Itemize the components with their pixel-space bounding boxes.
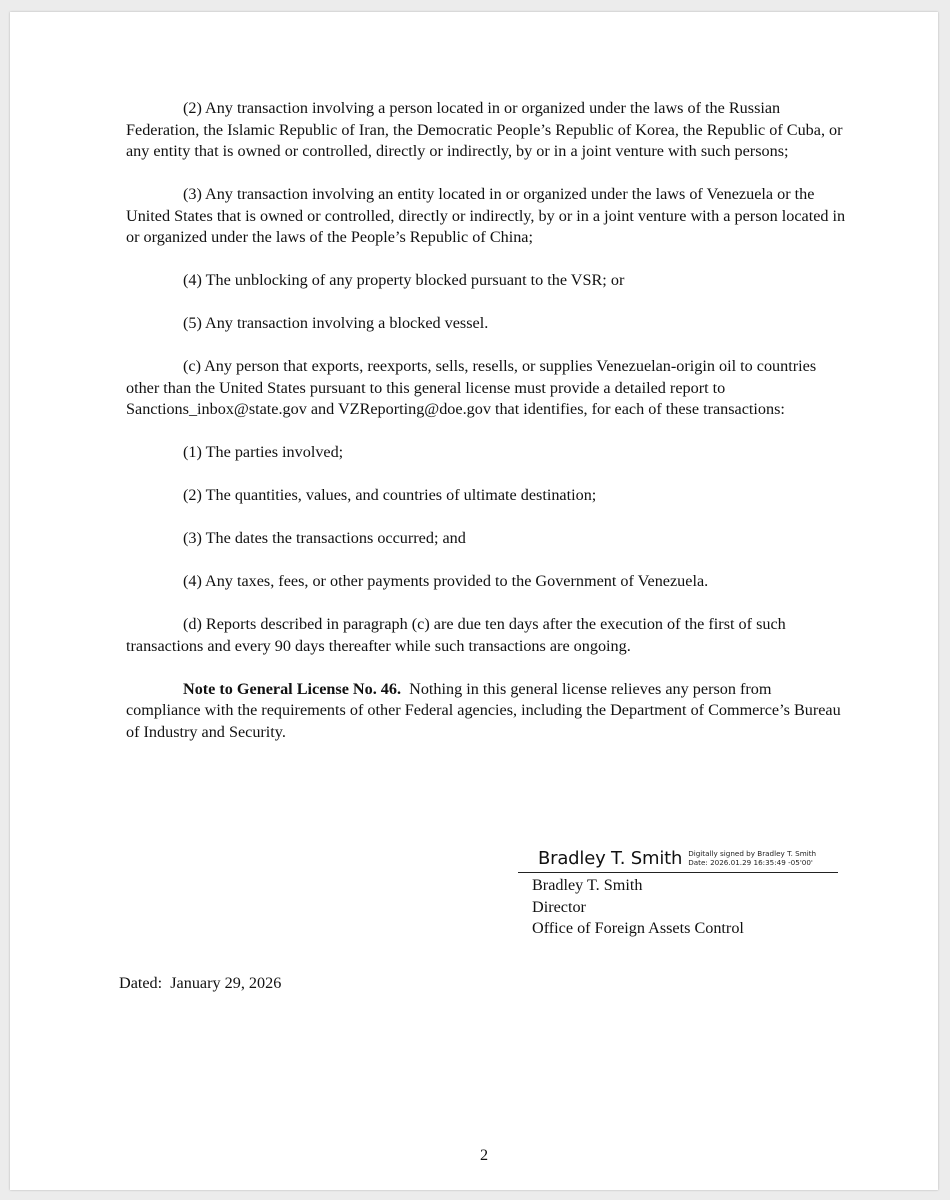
paragraph-item-3-venezuela-china: (3) Any transaction involving an entity located in or organized under the laws of Venezuela or the United States that is owned or controlled, directly or indirectly, by or in a joint venture with a person located in or organized under the laws of the People’s Republic of China; xyxy=(126,185,846,246)
page-number: 2 xyxy=(480,1146,489,1164)
paragraph-item-4-unblocking: (4) The unblocking of any property blocked pursuant to the VSR; or xyxy=(183,271,625,289)
signature-block xyxy=(518,848,838,940)
paragraph-c-reporting: (c) Any person that exports, reexports, sells, resells, or supplies Venezuelan-origin oil to countries other than the United States pursuant to this general license must provide a detailed report to Sanctions_inbox@state.gov and VZReporting@doe.gov that identifies, for each of these transactions: xyxy=(126,357,817,418)
paragraph-c-item-2: (2) The quantities, values, and countries of ultimate destination; xyxy=(183,486,597,504)
document-page xyxy=(10,12,938,1190)
digital-signature-line-2: Date: 2026.01.29 16:35:49 -05'00' xyxy=(688,858,813,867)
paragraph-item-2-russia-iran: (2) Any transaction involving a person located in or organized under the laws of the Russian Federation, the Islamic Republic of Iran, the Democratic People’s Republic of Korea, the Republic of Cuba, or any entity that is owned or controlled, directly or indirectly, by or in a joint venture with such persons; xyxy=(126,99,843,160)
paragraph-c-item-3: (3) The dates the transactions occurred; and xyxy=(183,529,466,547)
paragraph-c-item-1: (1) The parties involved; xyxy=(183,443,344,461)
paragraph-c-item-4: (4) Any taxes, fees, or other payments provided to the Government of Venezuela. xyxy=(183,572,709,590)
note-paragraph xyxy=(126,679,846,744)
note-body: Nothing in this general license relieves any person from compliance with the requirements of other Federal agencies, including the Department of Commerce’s Bureau of Industry and Security. xyxy=(126,679,841,741)
document-body xyxy=(126,98,846,743)
note-heading: Note to General License No. 46. xyxy=(183,679,402,698)
signature-name: Bradley T. Smith xyxy=(538,848,683,869)
digital-signature-line-1: Digitally signed by Bradley T. Smith xyxy=(688,849,817,858)
signer-details xyxy=(518,875,838,940)
signer-title: Director xyxy=(532,897,586,916)
paragraph-item-5-blocked-vessel: (5) Any transaction involving a blocked vessel. xyxy=(183,314,489,332)
dated-line: Dated: January 29, 2026 xyxy=(119,974,282,992)
signer-name: Bradley T. Smith xyxy=(532,876,643,894)
signer-office: Office of Foreign Assets Control xyxy=(532,919,744,937)
paragraph-d-reports-due: (d) Reports described in paragraph (c) are due ten days after the execution of the first of such transactions and every 90 days thereafter while such transactions are ongoing. xyxy=(126,615,786,655)
digital-signature xyxy=(518,848,838,873)
digital-signature-info xyxy=(688,849,816,870)
